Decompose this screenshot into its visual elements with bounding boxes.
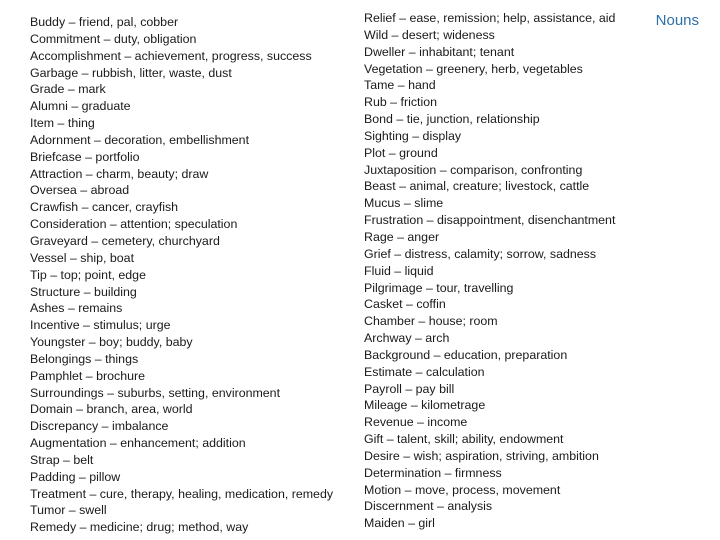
vocabulary-entry: Tame – hand bbox=[364, 78, 436, 93]
vocabulary-entry: Fluid – liquid bbox=[364, 263, 434, 278]
vocabulary-entry: Tip – top; point, edge bbox=[30, 267, 146, 282]
vocabulary-entry: Domain – branch, area, world bbox=[30, 402, 193, 417]
vocabulary-entry: Pamphlet – brochure bbox=[30, 368, 146, 383]
vocabulary-entry: Mileage – kilometrage bbox=[364, 398, 486, 413]
vocabulary-entry: Padding – pillow bbox=[30, 469, 121, 484]
vocabulary-entry: Attraction – charm, beauty; draw bbox=[30, 166, 209, 181]
vocabulary-entry: Remedy – medicine; drug; method, way bbox=[30, 520, 249, 535]
vocabulary-entry: Surroundings – suburbs, setting, environment bbox=[30, 385, 281, 400]
vocabulary-entry: Grief – distress, calamity; sorrow, sadness bbox=[364, 246, 597, 261]
vocabulary-entry: Maiden – girl bbox=[364, 516, 435, 531]
vocabulary-entry: Sighting – display bbox=[364, 128, 462, 143]
vocabulary-entry: Payroll – pay bill bbox=[364, 381, 455, 396]
vocabulary-entry: Mucus – slime bbox=[364, 196, 444, 211]
vocabulary-entry: Chamber – house; room bbox=[364, 314, 498, 329]
vocabulary-entry: Vegetation – greenery, herb, vegetables bbox=[364, 61, 583, 76]
vocabulary-entry: Adornment – decoration, embellishment bbox=[30, 132, 250, 147]
slide-title: Nouns bbox=[655, 12, 699, 29]
vocabulary-entry: Buddy – friend, pal, cobber bbox=[30, 15, 179, 29]
vocabulary-entry: Casket – coffin bbox=[364, 297, 446, 312]
vocabulary-entry: Consideration – attention; speculation bbox=[30, 217, 238, 232]
vocabulary-entry: Oversea – abroad bbox=[30, 183, 130, 198]
vocabulary-entry: Ashes – remains bbox=[30, 301, 123, 316]
vocabulary-entry: Rub – friction bbox=[364, 95, 438, 110]
vocabulary-entry: Wild – desert; wideness bbox=[364, 27, 495, 42]
vocabulary-entry: Revenue – income bbox=[364, 415, 468, 430]
vocabulary-entry: Background – education, preparation bbox=[364, 347, 568, 362]
vocabulary-entry: Alumni – graduate bbox=[30, 99, 131, 114]
vocabulary-entry: Beast – animal, creature; livestock, cattle bbox=[364, 179, 590, 194]
vocabulary-entry: Discrepancy – imbalance bbox=[30, 419, 169, 434]
vocabulary-entry: Item – thing bbox=[30, 116, 95, 131]
vocabulary-entry: Treatment – cure, therapy, healing, medication, remedy bbox=[30, 486, 334, 501]
vocabulary-entry: Structure – building bbox=[30, 284, 137, 299]
vocabulary-entry: Incentive – stimulus; urge bbox=[30, 318, 171, 333]
vocabulary-entry: Rage – anger bbox=[364, 229, 440, 244]
vocabulary-entry: Determination – firmness bbox=[364, 465, 502, 480]
vocabulary-entry: Desire – wish; aspiration, striving, ambition bbox=[364, 448, 599, 463]
vocabulary-entry: Strap – belt bbox=[30, 452, 94, 467]
vocabulary-entry: Motion – move, process, movement bbox=[364, 482, 561, 497]
vocabulary-entry: Youngster – boy; buddy, baby bbox=[30, 335, 193, 350]
vocabulary-entry: Relief – ease, remission; help, assistance, aid bbox=[364, 11, 616, 25]
vocabulary-entry: Estimate – calculation bbox=[364, 364, 485, 379]
vocabulary-entry: Crawfish – cancer, crayfish bbox=[30, 200, 179, 215]
vocabulary-entry: Vessel – ship, boat bbox=[30, 250, 135, 265]
vocabulary-entry: Briefcase – portfolio bbox=[30, 149, 140, 164]
vocabulary-entry: Belongings – things bbox=[30, 351, 139, 366]
vocabulary-entry: Grade – mark bbox=[30, 82, 106, 97]
vocabulary-entry: Frustration – disappointment, disenchantment bbox=[364, 213, 616, 228]
vocabulary-entry: Discernment – analysis bbox=[364, 499, 493, 514]
vocabulary-entry: Augmentation – enhancement; addition bbox=[30, 436, 246, 451]
vocabulary-entry: Garbage – rubbish, litter, waste, dust bbox=[30, 65, 232, 80]
vocabulary-entry: Dweller – inhabitant; tenant bbox=[364, 44, 515, 59]
vocabulary-entry: Gift – talent, skill; ability, endowment bbox=[364, 432, 564, 447]
left-vocabulary-list bbox=[30, 14, 333, 536]
right-vocabulary-list bbox=[364, 10, 615, 532]
vocabulary-entry: Plot – ground bbox=[364, 145, 438, 160]
vocabulary-entry: Graveyard – cemetery, churchyard bbox=[30, 233, 220, 248]
vocabulary-entry: Accomplishment – achievement, progress, success bbox=[30, 48, 312, 63]
vocabulary-entry: Commitment – duty, obligation bbox=[30, 31, 197, 46]
vocabulary-entry: Archway – arch bbox=[364, 331, 450, 346]
vocabulary-entry: Pilgrimage – tour, travelling bbox=[364, 280, 514, 295]
vocabulary-entry: Juxtaposition – comparison, confronting bbox=[364, 162, 583, 177]
vocabulary-entry: Tumor – swell bbox=[30, 503, 107, 518]
vocabulary-entry: Bond – tie, junction, relationship bbox=[364, 112, 540, 127]
